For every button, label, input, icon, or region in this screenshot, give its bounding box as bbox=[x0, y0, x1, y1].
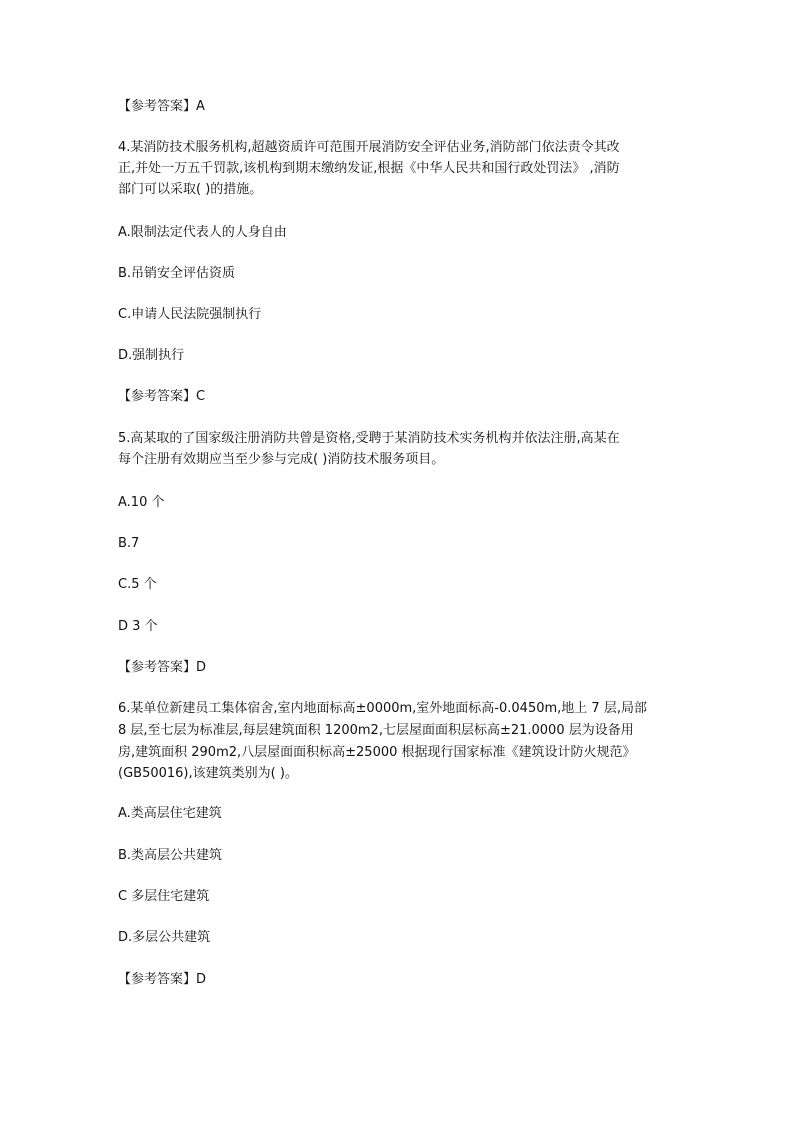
q5-option-a: A.10 个 bbox=[118, 495, 165, 510]
q6-option-c: C 多层住宅建筑 bbox=[118, 889, 210, 904]
q6-stem-line-4: (GB50016),该建筑类别为( )。 bbox=[118, 766, 298, 781]
q5-stem-line-2: 每个注册有效期应当至少参与完成( )消防技术服务项目。 bbox=[118, 452, 445, 467]
q4-stem-line-2: 正,并处一万五千罚款,该机构到期末缴纳发证,根据《中华人民共和国行政处罚法》 ,消防 bbox=[118, 161, 620, 176]
answer-q5: 【参考答案】D bbox=[118, 660, 207, 675]
answer-q6: 【参考答案】D bbox=[118, 972, 207, 987]
q6-stem-line-2: 8 层,至七层为标准层,每层建筑面积 1200m2,七层屋面面积层标高±21.0000 层为设备用 bbox=[118, 723, 634, 738]
q5-option-c: C.5 个 bbox=[118, 577, 157, 592]
q5-stem-line-1: 5.高某取的了国家级注册消防共曾是资格,受聘于某消防技术实务机构并依法注册,高某在 bbox=[118, 431, 620, 446]
q5-option-d: D 3 个 bbox=[118, 619, 158, 634]
q4-stem-line-1: 4.某消防技术服务机构,超越资质许可范围开展消防安全评估业务,消防部门依法责令其改 bbox=[118, 140, 620, 155]
q4-option-b: B.吊销安全评估资质 bbox=[118, 266, 236, 281]
q4-option-c: C.申请人民法院强制执行 bbox=[118, 307, 262, 322]
answer-q4: 【参考答案】C bbox=[118, 389, 206, 404]
q4-stem-line-3: 部门可以采取( )的措施。 bbox=[118, 182, 263, 197]
q4-option-a: A.限制法定代表人的人身自由 bbox=[118, 225, 287, 240]
answer-q3: 【参考答案】A bbox=[118, 99, 205, 114]
q6-option-b: B.类高层公共建筑 bbox=[118, 848, 223, 863]
q4-option-d: D.强制执行 bbox=[118, 348, 185, 363]
q6-option-d: D.多层公共建筑 bbox=[118, 930, 211, 945]
q6-stem-line-1: 6.某单位新建员工集体宿舍,室内地面标高±0000m,室外地面标高-0.0450m,地上 7 层,局部 bbox=[118, 701, 647, 716]
q6-stem-line-3: 房,建筑面积 290m2,八层屋面面积标高±25000 根据现行国家标准《建筑设计防火规范》 bbox=[118, 745, 636, 760]
q6-option-a: A.类高层住宅建筑 bbox=[118, 806, 222, 821]
q5-option-b: B.7 bbox=[118, 536, 140, 551]
